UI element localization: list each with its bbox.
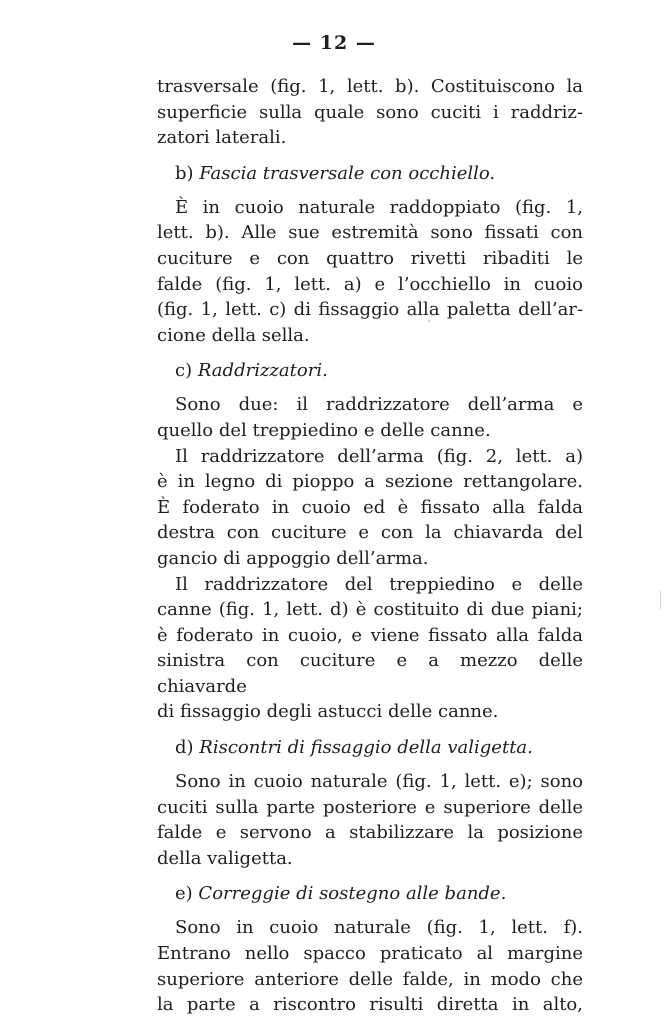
text-line: È in cuoio naturale raddoppiato (fig. 1,: [175, 196, 583, 218]
print-speck: [428, 320, 430, 322]
section-title: Correggie di sostegno alle bande.: [198, 883, 507, 905]
text-line: (fig. 1, lett. c) di fissaggio alla paletta dell’ar-: [157, 299, 583, 321]
text-line: Entrano nello spacco praticato al margine: [157, 943, 583, 965]
text-line: Sono in cuoio naturale (fig. 1, lett. e); sono: [175, 771, 583, 793]
text-line: superiore anteriore delle falde, in modo che: [157, 968, 583, 990]
text-line: è foderato in cuoio, e viene fissato alla falda: [157, 624, 583, 646]
section-label: c): [175, 360, 193, 382]
text-line: di fissaggio degli astucci delle canne.: [157, 701, 499, 723]
text-line: lett. b). Alle sue estremità sono fissati con: [157, 222, 583, 244]
text-line: sinistra con cuciture e a mezzo delle chiavarde: [157, 650, 583, 697]
section-heading-e: [175, 881, 583, 906]
text-line: Il raddrizzatore dell’arma (fig. 2, lett. a): [175, 445, 583, 467]
text-line: quello del treppiedino e delle canne.: [157, 419, 491, 441]
section-d-paragraph: [157, 769, 583, 871]
text-line: Sono in cuoio naturale (fig. 1, lett. f).: [175, 917, 583, 939]
text-line: zatori laterali.: [157, 127, 287, 149]
text-line: Sono due: il raddrizzatore dell’arma e: [175, 394, 583, 416]
text-line: destra con cuciture e con la chiavarda del: [157, 522, 583, 544]
text-line: superficie sulla quale sono cuciti i raddriz-: [157, 101, 583, 123]
text-line: canne (fig. 1, lett. d) è costituito di due piani;: [157, 599, 583, 621]
section-e-paragraph: [157, 915, 583, 1017]
section-b-paragraph: [157, 195, 583, 349]
text-line: falde e servono a stabilizzare la posizione: [157, 822, 583, 844]
section-title: Raddrizzatori.: [197, 360, 328, 382]
text-line: gancio di appoggio dell’arma.: [157, 547, 429, 569]
text-line: cione della sella.: [157, 324, 310, 346]
text-line: È foderato in cuoio ed è fissato alla falda: [157, 496, 583, 518]
text-line: è in legno di pioppo a sezione rettangolare.: [157, 471, 583, 493]
section-label: d): [175, 737, 194, 759]
page-number: — 12 —: [292, 32, 376, 54]
intro-paragraph: [157, 74, 583, 151]
text-line: la parte a riscontro risulti diretta in alto,: [157, 994, 583, 1016]
section-heading-b: [175, 161, 583, 186]
section-heading-c: [175, 358, 583, 383]
section-c-paragraph: [157, 392, 583, 725]
text-line: cuciti sulla parte posteriore e superiore delle: [157, 796, 583, 818]
text-line: trasversale (fig. 1, lett. b). Costituiscono la: [157, 76, 583, 97]
section-heading-d: [175, 735, 583, 760]
text-line: falde (fig. 1, lett. a) e l’occhiello in cuoio: [157, 273, 583, 295]
section-title: Fascia trasversale con occhiello.: [199, 162, 496, 184]
text-line: della valigetta.: [157, 847, 293, 869]
scan-edge-mark: [660, 590, 661, 610]
section-label: e): [175, 883, 193, 905]
text-column: [157, 74, 583, 1018]
section-title: Riscontri di fissaggio della valigetta.: [199, 737, 533, 759]
text-line: cuciture e con quattro rivetti ribaditi le: [157, 247, 583, 269]
text-line: Il raddrizzatore del treppiedino e delle: [175, 573, 583, 595]
section-label: b): [175, 162, 194, 184]
